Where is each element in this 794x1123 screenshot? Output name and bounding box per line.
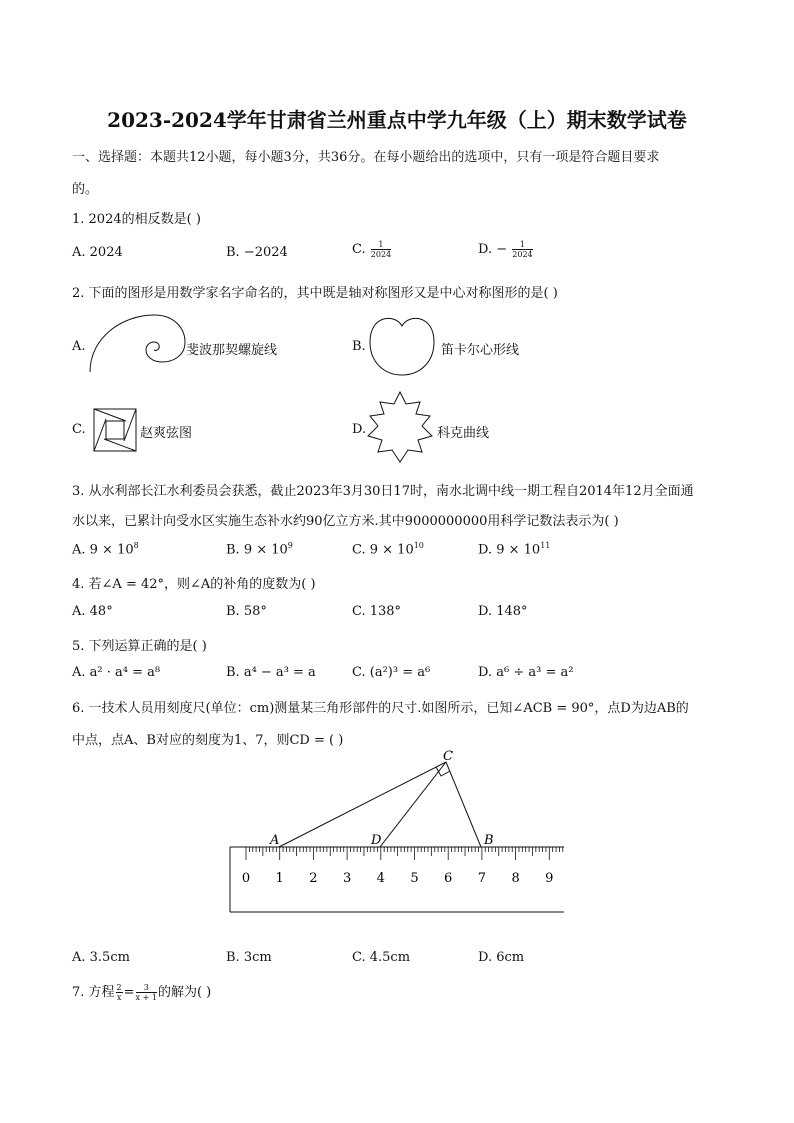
ruler-number: 9	[545, 871, 554, 886]
segment-bc	[446, 762, 481, 847]
ruler-number: 5	[410, 871, 419, 886]
q3-stem-line1: 3. 从水利部长江水利委员会获悉，截止2023年3月30日17时，南水北调中线一期工程自2014年12月全面通	[72, 484, 694, 499]
q5-stem: 5. 下列运算正确的是( )	[72, 639, 207, 654]
koch-curve-figure	[364, 390, 436, 466]
ruler-numbers	[242, 871, 554, 886]
q3-option-a-base: A. 9 × 10	[72, 542, 134, 558]
q7-fraction-right-denominator: x + 1	[135, 993, 157, 1002]
q7-fraction-left-denominator: x	[116, 993, 122, 1002]
q1-option-d-denominator: 2024	[512, 250, 533, 259]
q3-option-a-exponent: 8	[133, 541, 139, 550]
q1-option-c-denominator: 2024	[370, 250, 392, 259]
label-d: D	[371, 833, 382, 848]
label-b: B	[484, 833, 494, 848]
q2-option-b-label: 笛卡尔心形线	[441, 343, 520, 358]
ruler-number: 0	[241, 871, 251, 886]
q1-option-b: B. −2024	[226, 245, 288, 260]
q4-option-b: B. 58°	[226, 604, 267, 619]
q3-option-d-exponent: 11	[540, 541, 551, 550]
label-c: C	[443, 749, 453, 764]
q2-option-c-label: 赵爽弦图	[140, 426, 193, 441]
q7-stem	[72, 981, 211, 1002]
ruler-number: 4	[376, 871, 385, 886]
q7-fraction-right	[136, 983, 157, 1002]
q3-option-c-base: C. 9 × 10	[352, 542, 414, 558]
ruler-number: 2	[309, 871, 318, 886]
q5-option-b: B. a⁴ − a³ = a	[226, 665, 316, 680]
q6-option-b: B. 3cm	[226, 950, 272, 965]
q1-option-d-fraction	[512, 240, 532, 259]
label-a: A	[270, 833, 280, 848]
q2-option-c-letter: C.	[72, 422, 86, 437]
q4-stem: 4. 若∠A = 42°，则∠A的补角的度数为( )	[72, 577, 316, 592]
q5-option-a: A. a² · a⁴ = a⁸	[72, 665, 161, 680]
q2-option-d-letter: D.	[352, 422, 367, 437]
q1-option-c-numerator: 1	[371, 240, 391, 250]
q6-stem-line2: 中点，点A、B对应的刻度为1、7，则CD = ( )	[72, 733, 344, 748]
q6-option-a: A. 3.5cm	[72, 950, 130, 965]
q6-option-d: D. 6cm	[478, 950, 525, 965]
q2-option-a-letter: A.	[72, 339, 86, 354]
q7-suffix: 的解为( )	[157, 985, 212, 1000]
q1-option-d-numerator: 1	[512, 240, 532, 250]
q1-option-a: A. 2024	[72, 245, 123, 260]
q5-option-c: C. (a²)³ = a⁶	[352, 665, 431, 680]
q5-option-d: D. a⁶ ÷ a³ = a²	[478, 665, 574, 680]
q2-option-d-label: 科克曲线	[437, 426, 490, 441]
ruler-number: 1	[275, 871, 284, 886]
q1-option-c	[352, 240, 392, 259]
q4-option-a: A. 48°	[72, 604, 113, 619]
q1-stem: 1. 2024的相反数是( )	[72, 212, 201, 227]
q3-option-c	[352, 541, 424, 557]
ruler-number: 8	[511, 871, 520, 886]
cardioid-figure	[366, 312, 438, 378]
page-title: 2023-2024学年甘肃省兰州重点中学九年级（上）期末数学试卷	[107, 108, 687, 132]
ruler-number: 7	[477, 871, 487, 886]
q4-option-c: C. 138°	[352, 604, 402, 619]
ruler-ticks	[246, 847, 563, 860]
q1-option-d-prefix: D. −	[478, 242, 508, 257]
q3-option-c-exponent: 10	[413, 541, 424, 550]
q3-option-b-base: B. 9 × 10	[226, 542, 288, 558]
q3-stem-line2: 水以来，已累计向受水区实施生态补水约90亿立方米.其中9000000000用科学记数法表示为( )	[72, 514, 619, 529]
section-instructions-line2: 的。	[72, 182, 99, 197]
q7-prefix: 7. 方程	[72, 985, 115, 1000]
segment-cd	[380, 762, 446, 847]
q1-option-c-prefix: C.	[352, 242, 366, 257]
ruler-number: 3	[342, 871, 352, 886]
q7-fraction-right-numerator: 3	[136, 983, 157, 993]
right-angle-marker	[436, 767, 450, 776]
fibonacci-spiral-figure	[88, 312, 188, 374]
q4-option-d: D. 148°	[478, 604, 528, 619]
q2-option-a-label: 斐波那契螺旋线	[186, 343, 278, 358]
section-instructions-line1: 一、选择题：本题共12小题，每小题3分，共36分。在每小题给出的选项中，只有一项是符合题目要求	[72, 150, 660, 165]
q2-option-b-letter: B.	[352, 339, 366, 354]
q7-fraction-left-numerator: 2	[116, 983, 122, 992]
q2-stem: 2. 下面的图形是用数学家名字命名的，其中既是轴对称图形又是中心对称图形的是( )	[72, 286, 558, 301]
q6-option-c: C. 4.5cm	[352, 950, 411, 965]
q1-option-d	[478, 240, 534, 259]
q3-option-b	[226, 541, 293, 557]
q3-option-d-base: D. 9 × 10	[478, 542, 541, 558]
q6-stem-line1: 6. 一技术人员用刻度尺(单位：cm)测量某三角形部件的尺寸.如图所示，已知∠ACB = 90°，点D为边AB的	[72, 701, 689, 716]
q7-fraction-left	[116, 983, 123, 1002]
q3-option-b-exponent: 9	[287, 541, 293, 550]
q7-equals: =	[123, 985, 135, 1000]
ruler-number: 6	[444, 871, 453, 886]
q1-option-c-fraction	[371, 240, 391, 259]
q3-option-d	[478, 541, 550, 557]
segment-ac	[279, 762, 446, 847]
ruler-triangle-figure	[220, 746, 570, 916]
q3-option-a	[72, 541, 139, 557]
zhao-shuang-diagram-figure	[92, 407, 138, 453]
